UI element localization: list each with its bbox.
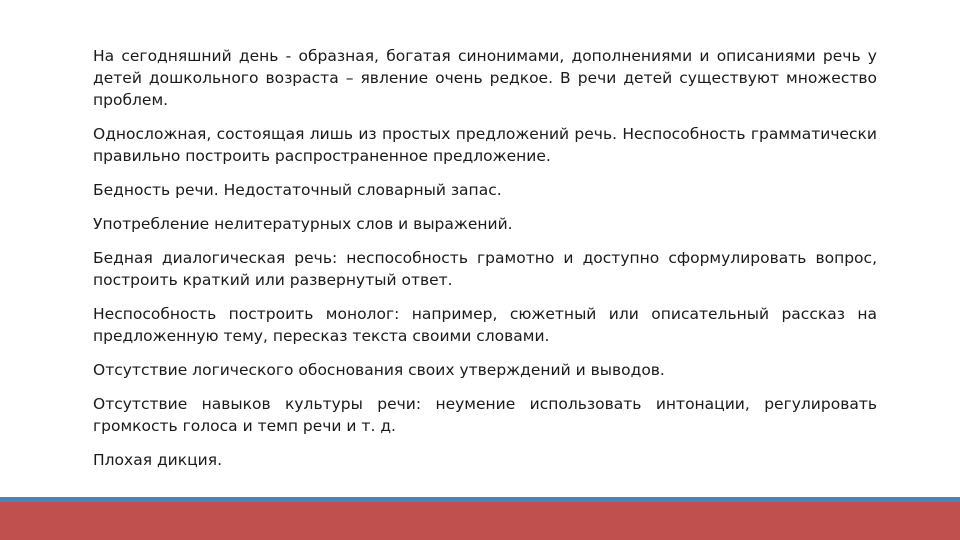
- footer-red-band: [0, 502, 960, 540]
- paragraph-monologue: Неспособность построить монолог: например, сюжетный или описательный рассказ на предложенную тему, пересказ текста своими словами.: [93, 305, 877, 345]
- paragraph-logical-reasoning: Отсутствие логического обоснования своих утверждений и выводов.: [93, 361, 665, 379]
- paragraph-monosyllabic-speech: Односложная, состоящая лишь из простых предложений речь. Неспособность грамматически правильно построить распространенное предложение.: [93, 125, 877, 165]
- paragraph-speech-culture: Отсутствие навыков культуры речи: неумение использовать интонации, регулировать громкость голоса и темп речи и т. д.: [93, 395, 877, 435]
- paragraph-non-literary-words: Употребление нелитературных слов и выражений.: [93, 215, 513, 233]
- paragraph-dialogue-speech: Бедная диалогическая речь: неспособность грамотно и доступно сформулировать вопрос, построить краткий или развернутый ответ.: [93, 249, 877, 289]
- paragraph-diction: Плохая дикция.: [93, 451, 222, 469]
- paragraph-intro: На сегодняшний день - образная, богатая синонимами, дополнениями и описаниями речь у детей дошкольного возраста – явление очень редкое. В речи детей существуют множество проблем.: [93, 47, 877, 109]
- paragraph-poor-vocabulary: Бедность речи. Недостаточный словарный запас.: [93, 181, 502, 199]
- slide-text-body: [93, 45, 877, 483]
